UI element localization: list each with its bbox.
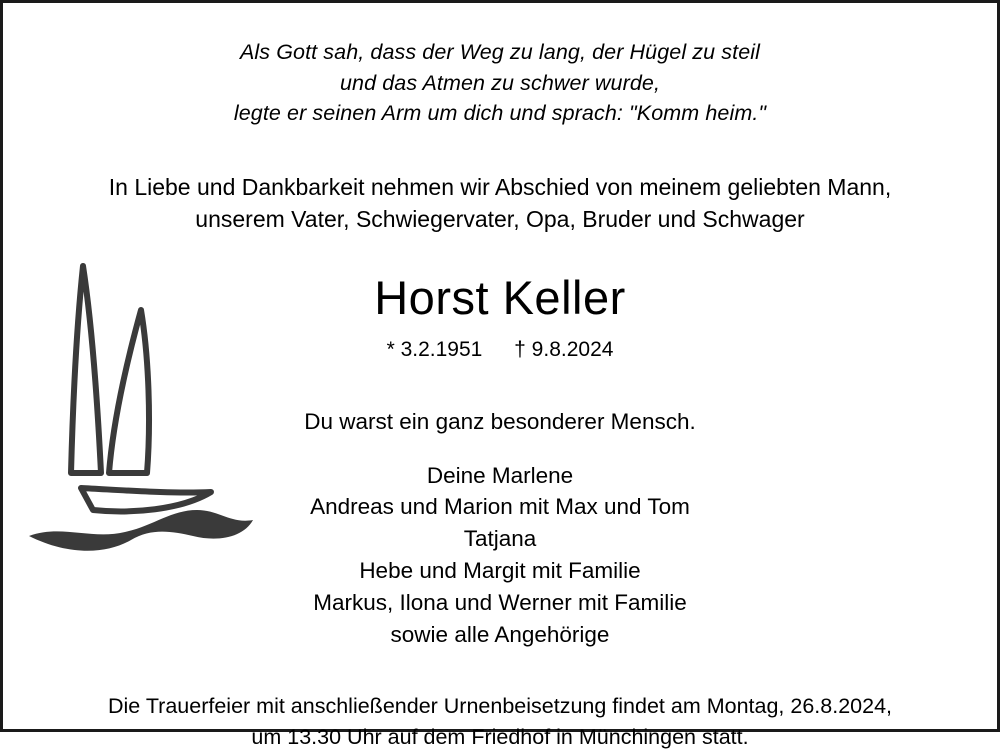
intro-line: In Liebe und Dankbarkeit nehmen wir Abschied von meinem geliebten Mann, [108, 173, 892, 200]
family-line: Andreas und Marion mit Max und Tom [310, 494, 690, 520]
family-line: Hebe und Margit mit Familie [359, 558, 641, 584]
tribute-line: Du warst ein ganz besonderer Mensch. [304, 408, 696, 434]
poem-line: Als Gott sah, dass der Weg zu lang, der Hügel zu steil [239, 40, 761, 64]
ceremony-block [33, 691, 967, 752]
family-line: Deine Marlene [426, 462, 574, 488]
intro-line: unserem Vater, Schwiegervater, Opa, Bruder und Schwager [195, 206, 805, 233]
ceremony-line: Die Trauerfeier mit anschließender Urnenbeisetzung findet am Montag, 26.8.2024, [108, 694, 892, 719]
deceased-name: Horst Keller [374, 270, 626, 324]
ceremony-line: um 13.30 Uhr auf dem Friedhof in Münchingen statt. [251, 724, 749, 749]
death-date: † 9.8.2024 [514, 337, 614, 361]
poem-block [33, 37, 967, 129]
family-line: Markus, Ilona und Werner mit Familie [313, 590, 687, 616]
intro-block [33, 171, 967, 236]
poem-line: legte er seinen Arm um dich und sprach: "Komm heim." [233, 101, 767, 126]
birth-date: * 3.2.1951 [386, 337, 483, 361]
sailboat-icon [21, 248, 281, 568]
family-line: Tatjana [463, 526, 537, 552]
poem-line: und das Atmen zu schwer wurde, [339, 70, 661, 95]
family-line: sowie alle Angehörige [390, 622, 610, 648]
